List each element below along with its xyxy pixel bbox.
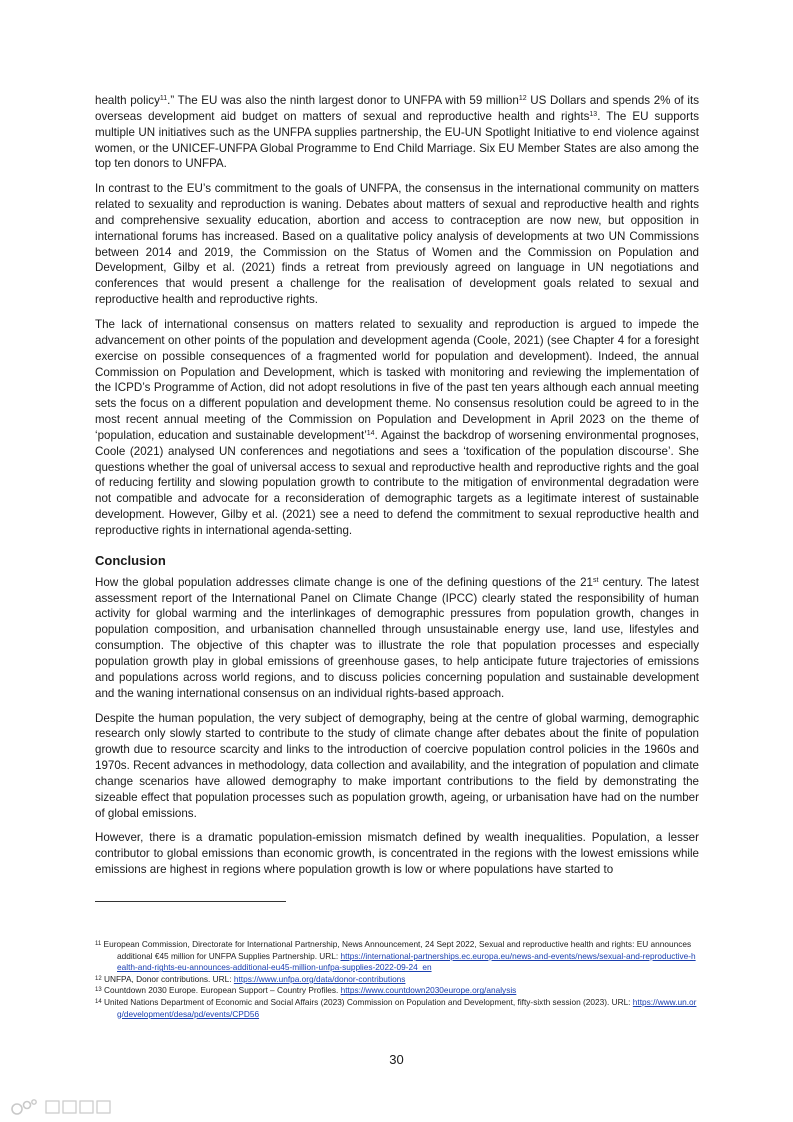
text-run: The lack of international consensus on matters related to sexuality and reproduction is argued to impede the advancement on other points of the population and development agenda (Coole, 2021) (see Chapter 4 for a foresight exercise on possible consequences of a fragmented world for population and development). Indeed, the annual Commission on Population and Development, which is tasked with monitoring and reviewing the implementation of the ICPD’s Programme of Action, did not adopt resolutions in five of the past ten years although each annual meeting sets the focus on a different population and development theme. No consensus resolution could be agreed to in the most recent annual meeting of the Commission on Population and Development in April 2023 on the theme of ‘population, education and sustainable development’	[95, 317, 699, 442]
text-run: US Dollars and spends 2% of its overseas development aid budget on matters of sexual and reproductive health and rights	[95, 94, 699, 123]
text-run: . The EU supports multiple UN initiatives such as the UNFPA supplies partnership, the EU-UN Spotlight Initiative to end violence against women, or the UNICEF-UNFPA Global Programme to End Child Marriage. Six EU Member States are also among the top ten donors to UNFPA.	[95, 109, 699, 171]
paragraph-consensus: In contrast to the EU’s commitment to the goals of UNFPA, the consensus in the international community on matters related to sexuality and reproduction is waning. Debates about matters of sexual and reproductive health and rights and comprehensive sexuality education, abortion and access to contraception are now new, but opposition in international forums has increased. Based on a qualitative policy analysis of developments at two UN Commissions between 2014 and 2019, the Commission on the Status of Women and the Commission on Population and Development, Gilby et al. (2021) finds a retreat from previously agreed on language in UN negotiations and conferences that would present a challenge for the realisation of development goals related to sexual and reproductive health and reproductive rights.	[95, 182, 699, 307]
paragraph-conclusion-intro	[95, 575, 699, 702]
footnote-text: European Commission, Directorate for International Partnership, News Announcement, 24 Sept 2022, Sexual and reproductive health and rights: EU announces additional €45 million for UNFPA Supplies Partnership. URL:	[101, 939, 692, 961]
main-body	[95, 93, 699, 887]
ordinal-suffix: st	[592, 576, 599, 584]
text-run: health policy	[95, 94, 160, 107]
footnote-text: Countdown 2030 Europe. European Support – Country Profiles.	[101, 985, 341, 996]
page-number: 30	[389, 1052, 404, 1067]
paragraph-lack-of-consensus	[95, 317, 699, 539]
footnote-11	[95, 939, 699, 974]
footnote-link[interactable]: https://www.unfpa.org/data/donor-contributions	[233, 973, 406, 984]
footnote-number: 13	[95, 987, 102, 994]
watermark-logo-icon	[10, 1097, 40, 1117]
footnote-14	[95, 997, 699, 1020]
footnote-ref[interactable]: 14	[366, 429, 375, 437]
footnote-ref[interactable]: 13	[589, 110, 598, 118]
footnote-link[interactable]: https://international-partnerships.ec.europa.eu/news-and-events/news/sexual-and-reproductive-health-and-rights-eu-announces-additional-eu45-million-unfpa-supplies-2022-09-24_en	[117, 950, 696, 973]
footnote-number: 14	[95, 998, 102, 1005]
watermark	[10, 1095, 112, 1119]
footnote-number: 12	[95, 975, 102, 982]
text-run: century. The latest assessment report of the International Panel on Climate Change (IPCC) clearly stated the responsibility of human activity for global warming and the interlinkages of demographic pressures from population growth, changes in population composition, and urbanisation channelled through unsustainable energy use, land use, lifestyles and consumption. The objective of this chapter was to illustrate the role that population processes and especially population growth play in global emissions of greenhouse gases, to help anticipate future trajectories of emissions and populations across world regions, and to discuss policies concerning population and sustainable development and the waning international consensus on an individual rights-based approach.	[95, 575, 699, 700]
footnote-number: 11	[95, 941, 102, 947]
footnote-separator	[95, 901, 286, 902]
section-heading-conclusion: Conclusion	[95, 552, 166, 568]
footnote-13	[95, 985, 699, 997]
text-run: . Against the backdrop of worsening environmental prognoses, Coole (2021) analysed UN conferences and negotiations and sees a ‘toxification of the population discourse’. She questions whether the goal of universal access to sexual and reproductive health and reproductive rights and the goal of reducing fertility and slowing population growth to contribute to the mitigation of environmental degradation were not compatible and advocate for a reconsideration of demographic targets as a legitimate interest of sustainable development. However, Gilby et al. (2021) see a need to defend the commitment to sexual reproductive health and reproductive rights in international agenda-setting.	[95, 428, 699, 537]
footnote-link[interactable]: https://www.countdown2030europe.org/analysis	[340, 985, 517, 996]
footnote-ref[interactable]: 11	[159, 95, 168, 102]
text-run: .” The EU was also the ninth largest donor to UNFPA with 59 million	[167, 94, 519, 107]
footnotes	[95, 939, 699, 1020]
paragraph-mismatch: However, there is a dramatic population-emission mismatch defined by wealth inequalities. Population, a lesser contributor to global emissions than economic growth, is concentrated in the regions with the lowest emissions while emissions are highest in regions where population growth is low or where populations have started to	[95, 831, 699, 877]
footnote-text: United Nations Department of Economic and Social Affairs (2023) Commission on Population and Development, fifty-sixth session (2023). URL:	[101, 996, 633, 1007]
watermark-wordmark	[44, 1097, 112, 1117]
footnote-link[interactable]: https://www.un.org/development/desa/pd/events/CPD56	[117, 996, 697, 1019]
text-run: How the global population addresses climate change is one of the defining questions of the 21	[95, 575, 593, 589]
footnote-12	[95, 974, 699, 986]
footnote-text: UNFPA, Donor contributions. URL:	[101, 973, 234, 984]
footnote-ref[interactable]: 12	[518, 95, 527, 102]
paragraph-donor	[95, 93, 699, 172]
paragraph-demography: Despite the human population, the very subject of demography, being at the centre of global warming, demographic research only slowly started to contribute to the study of climate change after debates about the finite of population growth due to resource scarcity and links to the introduction of coercive population control policies in the 1960s and 1970s. Recent advances in methodology, data collection and availability, and the integration of population and climate change scenarios have allowed demography to make important contributions to the field by demonstrating the sizeable effect that population processes such as population growth, ageing, or urbanisation have had on the number of global emissions.	[95, 711, 699, 820]
